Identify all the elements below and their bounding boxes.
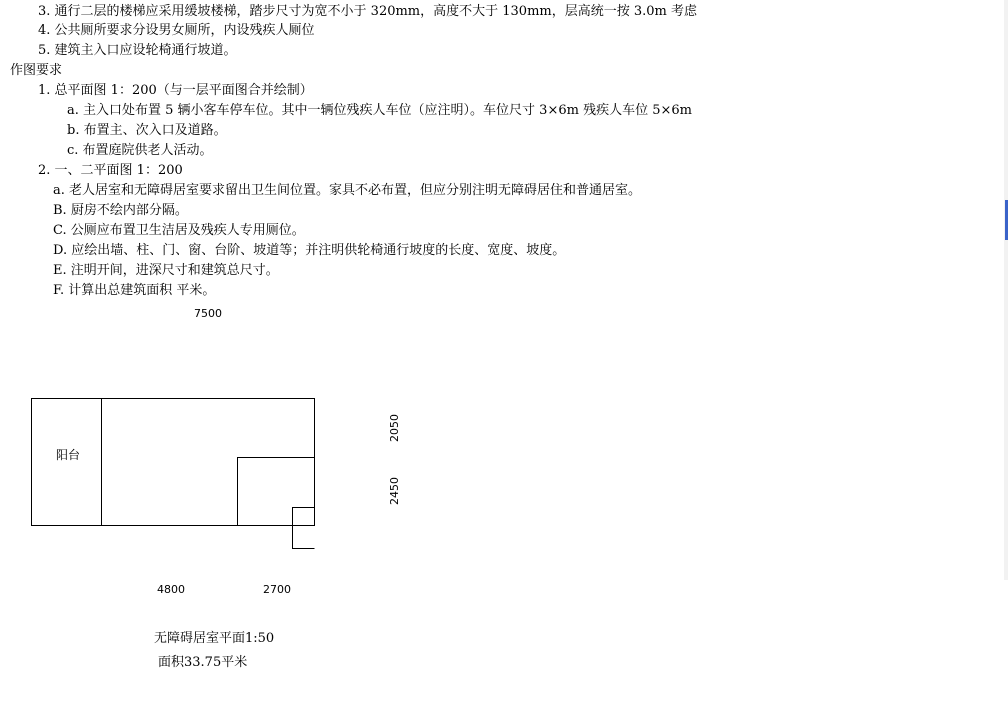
site-plan-item-c: c. 布置庭院供老人活动。	[67, 143, 213, 158]
bathroom-wall	[238, 458, 315, 526]
floor-plans-item-c: C. 公厕应布置卫生洁居及残疾人专用厕位。	[53, 223, 305, 238]
dimension-bottom-right: 2700	[263, 583, 291, 596]
floor-plans-item-a: a. 老人居室和无障碍居室要求留出卫生间位置。家具不必布置，但应分别注明无障碍居住和普通居室。	[53, 183, 642, 198]
site-plan-title: 1. 总平面图 1：200（与一层平面图合并绘制）	[38, 83, 313, 98]
site-plan-item-a: a. 主入口处布置 5 辆小客车停车位。其中一辆位残疾人车位（应注明）。车位尺寸 3×6m 残疾人车位 5×6m	[67, 103, 692, 118]
plan-outline	[32, 399, 315, 526]
drawing-requirements-heading: 作图要求	[10, 63, 63, 78]
floor-plans-item-b: B. 厨房不绘内部分隔。	[53, 203, 188, 218]
floor-plans-item-d: D. 应绘出墙、柱、门、窗、台阶、坡道等；并注明供轮椅通行坡度的长度、宽度、坡度。	[53, 243, 566, 258]
vertical-scrollbar[interactable]	[1004, 0, 1008, 580]
dimension-top: 7500	[194, 307, 222, 320]
plan-caption-title: 无障碍居室平面1:50	[154, 631, 275, 646]
dimension-bottom-left: 4800	[157, 583, 185, 596]
entry-notch-wall	[293, 508, 315, 549]
requirement-item-4: 4. 公共厕所要求分设男女厕所，内设残疾人厕位	[38, 23, 315, 38]
floor-plans-title: 2. 一、二平面图 1：200	[38, 163, 183, 178]
floor-plans-item-f: F. 计算出总建筑面积 平米。	[53, 283, 216, 298]
balcony-label: 阳台	[56, 448, 81, 462]
requirement-item-5: 5. 建筑主入口应设轮椅通行坡道。	[38, 43, 237, 58]
requirement-item-3: 3. 通行二层的楼梯应采用缓坡楼梯，踏步尺寸为宽不小于 320mm，高度不大于 130mm，层高统一按 3.0m 考虑	[38, 4, 698, 19]
dimension-right-upper: 2050	[388, 414, 401, 442]
plan-caption-area: 面积33.75平米	[158, 655, 248, 670]
floor-plans-item-e: E. 注明开间，进深尺寸和建筑总尺寸。	[53, 263, 279, 278]
dimension-right-lower: 2450	[388, 477, 401, 505]
site-plan-item-b: b. 布置主、次入口及道路。	[67, 123, 227, 138]
